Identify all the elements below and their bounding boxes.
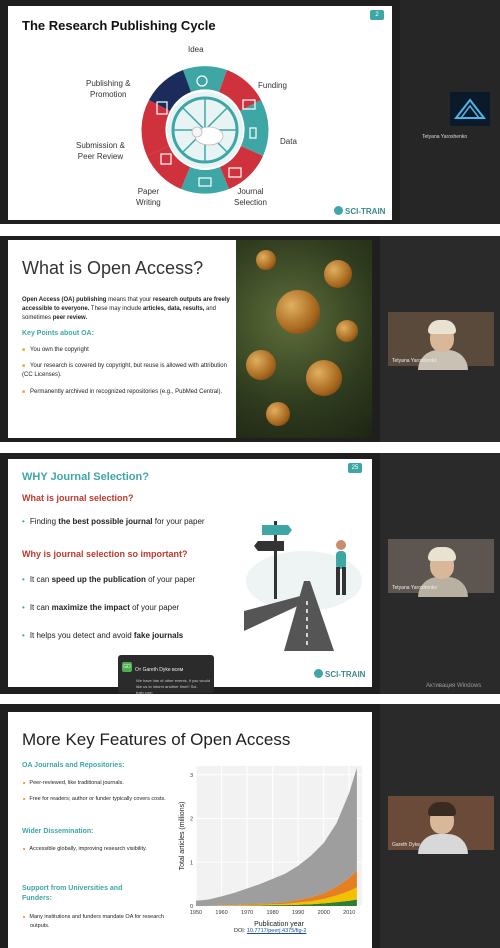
meeting-panel-3 bbox=[0, 453, 500, 694]
chat-message: We have lots of other events, if you would like us to inform another time!! Sci-train.com bbox=[136, 678, 210, 695]
host-logo-tile bbox=[450, 92, 490, 126]
section-heading-3: Support from Universities and Funders: bbox=[22, 885, 123, 902]
doi-text: DOI: 10.7717/peerj.4375/fig-2 bbox=[234, 928, 307, 934]
meeting-panel-1 bbox=[0, 0, 500, 224]
key-point-2: ■ Your research is covered by copyright, but reuse is allowed with attribution (CC Licenses). bbox=[22, 362, 232, 380]
y-tick-label: 2 bbox=[189, 816, 193, 823]
sci-train-logo: SCI-TRAIN bbox=[314, 669, 365, 679]
reason-2: • It can maximize the impact of your paper bbox=[22, 603, 179, 612]
feature-item: ■ Peer-reviewed, like traditional journals. bbox=[30, 778, 180, 788]
label-data: Data bbox=[280, 137, 297, 146]
section-heading-1: OA Journals and Repositories: bbox=[22, 762, 125, 769]
participant-name: Tetyana Yaroshenko bbox=[422, 134, 468, 140]
cycle-segment-idea bbox=[183, 66, 227, 92]
feature-item: ■ Many institutions and funders mandate OA for research outputs. bbox=[30, 912, 180, 931]
y-axis-label: Total articles (millions) bbox=[179, 801, 186, 871]
slide-number: 25 bbox=[348, 463, 362, 473]
slide-oa-features bbox=[8, 712, 372, 948]
label-idea: Idea bbox=[188, 45, 204, 54]
key-point-3: ■ Permanently archived in recognized repositories (e.g., PubMed Central). bbox=[22, 388, 232, 397]
participant-name: Gareth Dyke bbox=[392, 842, 421, 848]
label-journal-selection: Journal Selection bbox=[234, 187, 267, 207]
label-publishing: Publishing & Promotion bbox=[86, 79, 131, 99]
answer-1: • Finding the best possible journal for your paper bbox=[22, 517, 205, 526]
participant-name: Tetyana Yaroshenko bbox=[392, 585, 438, 591]
slide-title: The Research Publishing Cycle bbox=[22, 18, 216, 33]
y-tick-label: 1 bbox=[189, 860, 193, 867]
chat-sender: От Gareth Dyke всем bbox=[135, 667, 184, 673]
sci-train-logo: SCI-TRAIN bbox=[334, 206, 385, 216]
reason-1: • It can speed up the publication of your paper bbox=[22, 575, 195, 584]
question-1: What is journal selection? bbox=[22, 493, 134, 503]
x-tick-label: 1950 bbox=[189, 910, 203, 916]
video-tile[interactable] bbox=[388, 796, 494, 850]
sci-train-logo-icon bbox=[314, 669, 323, 678]
meeting-panel-4 bbox=[0, 704, 500, 948]
y-tick-label: 3 bbox=[189, 772, 193, 779]
y-tick-label: 0 bbox=[189, 904, 193, 910]
windows-watermark: Активация Windows bbox=[426, 683, 482, 689]
x-tick-label: 1990 bbox=[292, 910, 305, 916]
participants-strip bbox=[380, 704, 500, 948]
x-tick-label: 1980 bbox=[266, 910, 279, 916]
key-points-heading: Key Points about OA: bbox=[22, 330, 94, 337]
oa-definition: Open Access (OA) publishing means that your research outputs are freely accessible to everyone. These may include articles, data, results, and sometimes peer review. bbox=[22, 297, 230, 321]
crossroads-illustration bbox=[244, 511, 366, 651]
x-axis-label: Publication year bbox=[254, 921, 304, 928]
question-2: Why is journal selection so important? bbox=[22, 549, 188, 559]
slide-title: More Key Features of Open Access bbox=[22, 730, 291, 749]
key-point-1: ■ You own the copyright bbox=[22, 346, 232, 355]
x-tick-label: 2000 bbox=[317, 910, 330, 916]
chart-svg bbox=[176, 762, 366, 938]
label-paper-writing: Paper Writing bbox=[136, 187, 161, 207]
virus-image bbox=[236, 240, 372, 438]
participants-strip bbox=[380, 236, 500, 442]
slide-number: 2 bbox=[370, 10, 384, 20]
avatar: GD bbox=[123, 663, 131, 670]
oa-articles-chart bbox=[176, 762, 366, 938]
feature-item: ■ Accessible globally, improving research visibility. bbox=[30, 844, 180, 854]
slide-title: WHY Journal Selection? bbox=[22, 471, 149, 483]
video-tile[interactable] bbox=[388, 312, 494, 366]
x-tick-label: 1970 bbox=[240, 910, 254, 916]
host-logo-icon bbox=[450, 92, 490, 126]
slide-what-is-oa bbox=[8, 240, 372, 438]
slide-title: What is Open Access? bbox=[22, 258, 204, 278]
publishing-cycle-wheel bbox=[132, 60, 278, 200]
slide-publishing-cycle bbox=[8, 6, 392, 220]
slide-journal-selection bbox=[8, 459, 372, 695]
label-submission: Submission & Peer Review bbox=[76, 141, 125, 161]
x-tick-label: 1960 bbox=[215, 910, 228, 916]
participants-strip bbox=[380, 453, 500, 694]
label-funding: Funding bbox=[258, 81, 287, 90]
reason-3: • It helps you detect and avoid fake journals bbox=[22, 631, 183, 640]
meeting-panel-2 bbox=[0, 236, 500, 442]
doi-link[interactable]: 10.7717/peerj.4375/fig-2 bbox=[246, 928, 307, 934]
participant-name: Tetyana Yaroshenko bbox=[392, 358, 438, 364]
feature-item: ■ Free for readers; author or funder typically covers costs. bbox=[30, 794, 180, 804]
video-tile[interactable] bbox=[388, 539, 494, 593]
chat-notification[interactable] bbox=[118, 655, 214, 693]
sci-train-logo-icon bbox=[334, 206, 343, 215]
x-tick-label: 2010 bbox=[343, 910, 356, 916]
section-heading-2: Wider Dissemination: bbox=[22, 828, 94, 835]
